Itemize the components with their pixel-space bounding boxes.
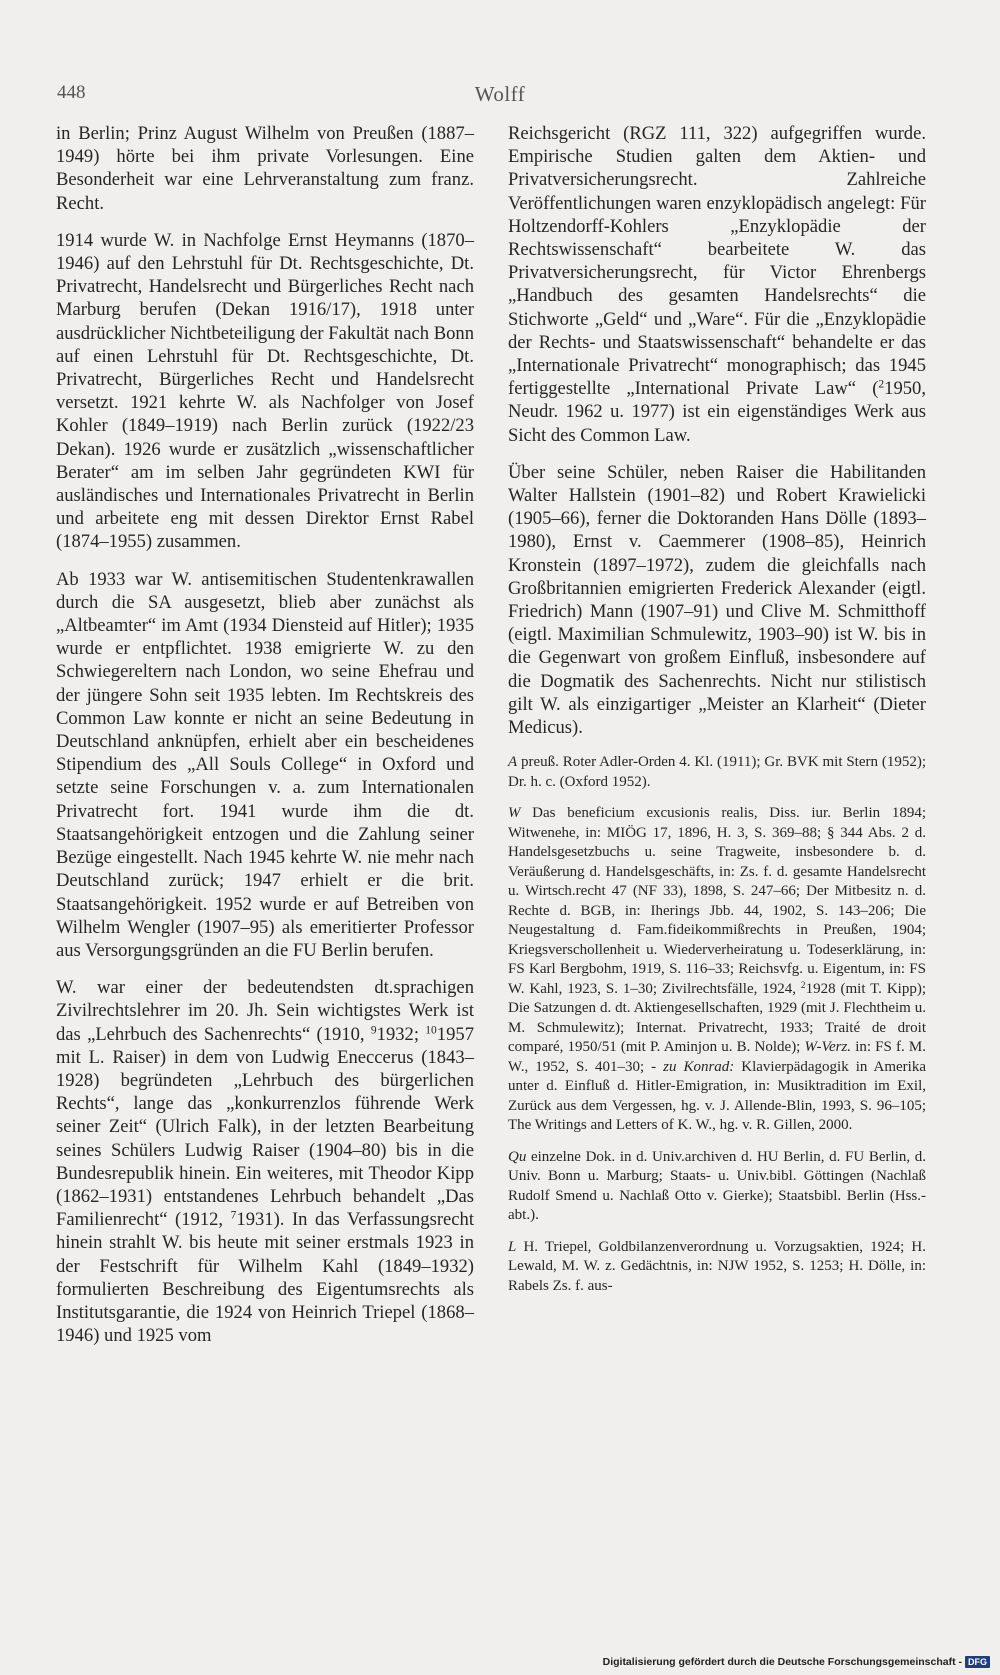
paragraph: W. war einer der bedeutendsten dt.sprachigen Zivilrechtslehrer im 20. Jh. Sein wichtigstes Werk ist das „Lehrbuch des Sachenrechts“ (1910, $^9$1932; $^{10}$1957 mit L. Raiser) in dem von Ludwig Eneccerus (1843–1928) begründeten „Lehrbuch des bürgerlichen Rechts“, lange das „konkurrenzlos führende Werk seiner Zeit“ (Ulrich Falk), in der letzten Bearbeitung seines Schülers Ludwig Raiser (1904–80) bis in die Bundesrepublik hinein. Ein weiteres, mit Theodor Kipp (1862–1931) entstandenes Lehrbuch behandelt „Das Familienrecht“ (1912, $^7$1931). In das Verfassungsrecht hinein strahlt W. bis heute mit seiner erstmals 1923 in der Festschrift für Wilhelm Kahl (1849–1932) formulierten Beschreibung des Eigentumsrechts als Institutsgarantie, die 1924 von Heinrich Triepel (1868–1946) und 1925 vom [56, 977, 474, 1347]
paragraph: 1914 wurde W. in Nachfolge Ernst Heymanns (1870–1946) auf den Lehrstuhl für Dt. Rechtsgeschichte, Dt. Privatrecht, Handelsrecht und Bürgerliches Recht nach Marburg berufen (Dekan 1916/17), 1918 unter ausdrücklicher Nichtbeteiligung der Fakultät nach Bonn auf einen Lehrstuhl für Dt. Rechtsgeschichte, Dt. Privatrecht, Bürgerliches Recht und Handelsrecht versetzt. 1921 kehrte W. als Nachfolger von Josef Kohler (1849–1919) nach Berlin zurück (1922/23 Dekan). 1926 wurde er zusätzlich „wissenschaftlicher Berater“ am im selben Jahr gegründeten KWI für ausländisches und Internationales Privatrecht in Berlin und arbeitete eng mit dessen Direktor Ernst Rabel (1874–1955) zusammen. [56, 229, 474, 553]
awards-section: A preuß. Roter Adler-Orden 4. Kl. (1911); Gr. BVK mit Stern (1952); Dr. h. c. (Oxford 1952). [508, 754, 926, 790]
page-number: 448 [57, 82, 86, 103]
literature-section: L H. Triepel, Goldbilanzenverordnung u. Vorzugsaktien, 1924; H. Lewald, M. W. z. Gedächtnis, in: NJW 1952, S. 1253; H. Dölle, in: Rabels Zs. f. aus- [508, 1238, 926, 1294]
running-head: Wolff [474, 82, 526, 106]
page-header [0, 82, 1000, 112]
sources-section: Qu einzelne Dok. in d. Univ.archiven d. HU Berlin, d. FU Berlin, d. Univ. Bonn u. Marburg; Staats- u. Univ.bibl. Göttingen (Nachlaß Rudolf Smend u. Nachlaß Otto v. Gierke); Staatsbibl. Berlin (Hss.-abt.). [508, 1148, 926, 1224]
digitization-footer [603, 1653, 990, 1671]
left-column [56, 122, 474, 1361]
paragraph: Ab 1933 war W. antisemitischen Studentenkrawallen durch die SA ausgesetzt, blieb aber zunächst als „Altbeamter“ im Amt (1934 Diensteid auf Hitler); 1935 wurde er entpflichtet. 1938 emigrierte W. zu den Schwiegereltern nach London, wo seine Ehefrau und der jüngere Sohn seit 1935 lebten. Im Rechtskreis des Common Law konnte er nicht an seine Bedeutung in Deutschland anknüpfen, erhielt aber ein bescheidenes Stipendium des „All Souls College“ in Oxford und setzte seine Forschungen v. a. zum Internationalen Privatrecht fort. 1941 wurde ihm die dt. Staatsangehörigkeit entzogen und die Zahlung seiner Bezüge eingestellt. Nach 1945 kehrte W. nie mehr nach Deutschland zurück; 1947 erhielt er die brit. Staatsangehörigkeit. 1952 wurde er auf Betreiben von Wilhelm Wengler (1907–95) als emeritierter Professor aus Versorgungsgründen an die FU Berlin berufen. [56, 568, 474, 961]
right-column [508, 122, 926, 1308]
paragraph: Über seine Schüler, neben Raiser die Habilitanden Walter Hallstein (1901–82) und Robert Krawielicki (1905–66), ferner die Doktoranden Hans Dölle (1893–1980), Ernst v. Caemmerer (1908–85), Heinrich Kronstein (1897–1972), zudem die gleichfalls nach Großbritannien emigrierten Frederick Alexander (eigtl. Friedrich) Mann (1907–91) und Clive M. Schmitthoff (eigtl. Maximilian Schmulewitz, 1903–90) ist W. bis in die Gegenwart von großem Einfluß, insbesondere auf die Dogmatik des Sachenrechts. Nicht nur stilistisch gilt W. als einzigartiger „Meister an Klarheit“ (Dieter Medicus). [508, 461, 926, 739]
dfg-logo: DFG [965, 1656, 990, 1668]
paragraph: in Berlin; Prinz August Wilhelm von Preußen (1887–1949) hörte bei ihm private Vorlesungen. Eine Besonderheit war eine Lehrveranstaltung zum franz. Recht. [56, 123, 474, 214]
works-section: W Das beneficium excusionis realis, Diss. iur. Berlin 1894; Witwenehe, in: MIÖG 17, 1896, H. 3, S. 369–88; § 344 Abs. 2 d. Handelsgesetzbuchs u. seine Tragweite, insbesondere b. d. Veräußerung d. Handelsgeschäfts, in: Zs. f. d. gesamte Handelsrecht u. Wirtsch.recht 47 (NF 33), 1898, S. 247–66; Der Mitbesitz n. d. Rechte d. BGB, in: Iherings Jbb. 44, 1902, S. 143–206; Die Neugestaltung d. Fam.fideikommißrechts in Preußen, 1904; Kriegsverschollenheit u. Wiederverheiratung u. Todeserklärung, in: FS Karl Bergbohm, 1919, S. 116–33; Reichsvfg. u. Eigentum, in: FS W. Kahl, 1923, S. 1–30; Zivilrechtsfälle, 1924, $^2$1928 (mit T. Kipp); Die Satzungen d. dt. Aktiengesellschaften, 1929 (mit J. Flechtheim u. M. Schmulewitz); Internat. Privatrecht, 1933; Traité de droit comparé, 1950/51 (mit P. Aminjon u. B. Nolde); W-Verz. in: FS f. M. W., 1952, S. 401–30; - zu Konrad: Klavierpädagogik in Amerika unter d. Einfluß d. Hitler-Emigration, in: Musiktradition im Exil, Zurück aus dem Vergessen, hg. v. J. Allende-Blin, 1993, S. 96–105; The Writings and Letters of K. W., hg. v. R. Gillen, 2000. [508, 805, 926, 1134]
paragraph: Reichsgericht (RGZ 111, 322) aufgegriffen wurde. Empirische Studien galten dem Aktien- und Privatversicherungsrecht. Zahlreiche Veröffentlichungen waren enzyklopädisch angelegt: Für Holtzendorff-Kohlers „Enzyklopädie der Rechtswissenschaft“ bearbeitete W. das Privatversicherungsrecht, für Victor Ehrenbergs „Handbuch des gesamten Handelsrechts“ die Stichworte „Geld“ und „Ware“. Für die „Enzyklopädie der Rechts- und Staatswissenschaft“ behandelte er das „Internationale Privatrecht“ monographisch; das 1945 fertiggestellte „International Private Law“ ($^2$1950, Neudr. 1962 u. 1977) ist ein eigenständiges Werk aus Sicht des Common Law. [508, 123, 926, 446]
footer-text: Digitalisierung gefördert durch die Deutsche Forschungsgemeinschaft - [602, 1656, 962, 1668]
